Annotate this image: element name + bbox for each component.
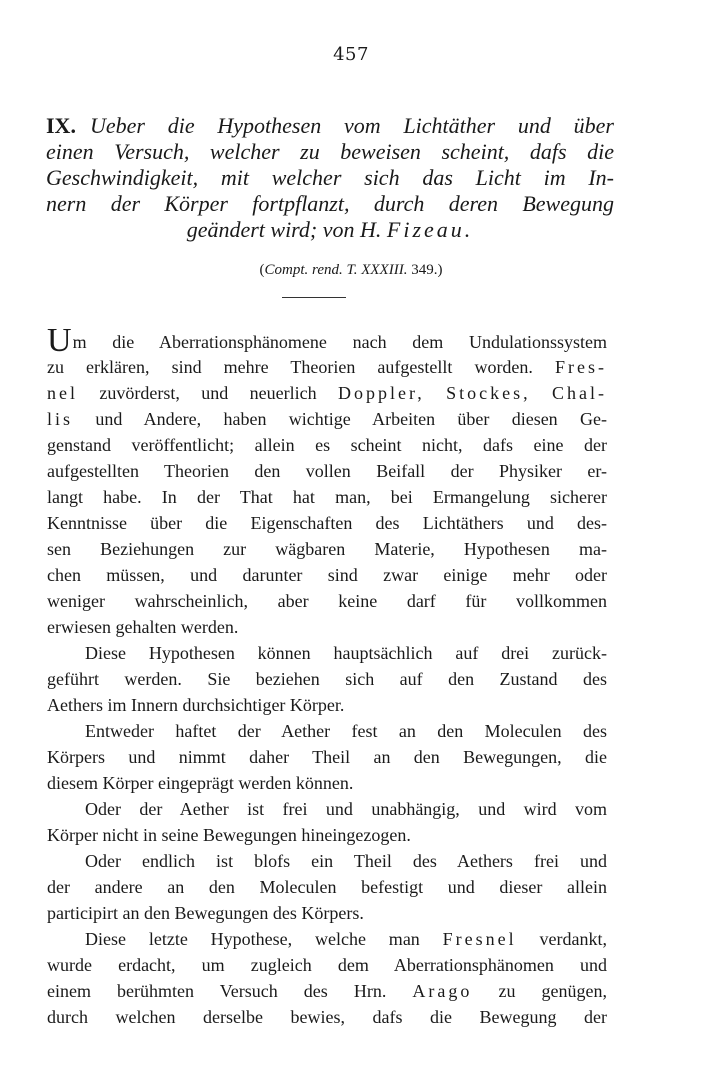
text-line: genstand veröffentlicht; allein es scheint nicht, dafs eine der [47,435,607,455]
text-line: Um die Aberrationsphänomene nach dem Undulationssystem [47,322,607,359]
text-line: Körpers und nimmt daher Theil an den Bewegungen, die [47,747,607,767]
title-line-2: einen Versuch, welcher zu beweisen scheint, dafs die [46,139,614,164]
text-line: Oder endlich ist blofs ein Theil des Aethers frei und [85,851,607,871]
text-line: erwiesen gehalten werden. [47,617,239,637]
title-line-3: Geschwindigkeit, mit welcher sich das Licht im In- [46,165,614,190]
text-line: zu erklären, sind mehre Theorien aufgestellt worden. Fres- [47,357,608,377]
text-line: geführt werden. Sie beziehen sich auf den Zustand des [47,669,607,689]
text-line: diesem Körper eingeprägt werden können. [47,773,354,793]
text-line: der andere an den Moleculen befestigt und dieser allein [47,877,607,897]
name-challis-hyphen: Chal- [552,383,608,403]
text-line: durch welchen derselbe bewies, dafs die Bewegung der [47,1007,607,1027]
article-title [46,113,614,243]
text-line: aufgestellten Theorien den vollen Beifall der Physiker er- [47,461,607,481]
text-line: nel zuvörderst, und neuerlich Doppler, Stockes, Chal- [47,383,608,403]
text-line: Entweder haftet der Aether fest an den Moleculen des [85,721,607,741]
name-doppler: Doppler, [337,383,425,403]
section-number: IX. [46,113,76,138]
text-line: Körper nicht in seine Bewegungen hineingezogen. [47,825,411,845]
text-line: participirt an den Bewegungen des Körpers. [47,903,364,923]
citation-journal: Compt. rend. T. XXXIII. [264,262,408,278]
text-line: sen Beziehungen zur wägbaren Materie, Hypothesen ma- [47,539,607,559]
citation-page: 349.) [411,262,443,278]
citation: (Compt. rend. T. XXXIII. 349.) [259,262,443,278]
text-line: lis und Andere, haben wichtige Arbeiten über diesen Ge- [47,409,607,429]
text-line: Diese letzte Hypothese, welche man Fresnel verdankt, [85,929,608,949]
body-text [47,322,608,1030]
text-line: Aethers im Innern durchsichtiger Körper. [47,695,345,715]
text-line: Oder der Aether ist frei und unabhängig, und wird vom [85,799,607,819]
name-fresnel-hyphen: Fres- [555,357,608,377]
name-stockes: Stockes, [446,383,531,403]
title-separator-rule [282,297,346,298]
text-line: Kenntnisse über die Eigenschaften des Lichtäthers und des- [47,513,607,533]
text-line: langt habe. In der That hat man, bei Ermangelung sicherer [47,487,607,507]
text-line: wurde erdacht, um zugleich dem Aberrationsphänomen und [47,955,607,975]
page-number: 457 [333,44,369,65]
title-line-5: geändert wird; von H. Fizeau. [186,217,474,242]
text-line: einem berühmten Versuch des Hrn. Arago zu genügen, [47,981,607,1001]
name-arago: Arago [412,981,473,1001]
author-name: Fizeau. [386,217,474,242]
text-line: chen müssen, und darunter sind zwar einige mehr oder [47,565,607,585]
drop-cap: U [47,322,72,359]
name-fresnel: Fresnel [442,929,517,949]
title-line-1: IX. Ueber die Hypothesen vom Lichtäther und über [46,113,614,138]
text-line: weniger wahrscheinlich, aber keine darf für vollkommen [47,591,607,611]
text-line: Diese Hypothesen können hauptsächlich auf drei zurück- [85,643,607,663]
title-line-4: nern der Körper fortpflanzt, durch deren Bewegung [46,191,614,216]
